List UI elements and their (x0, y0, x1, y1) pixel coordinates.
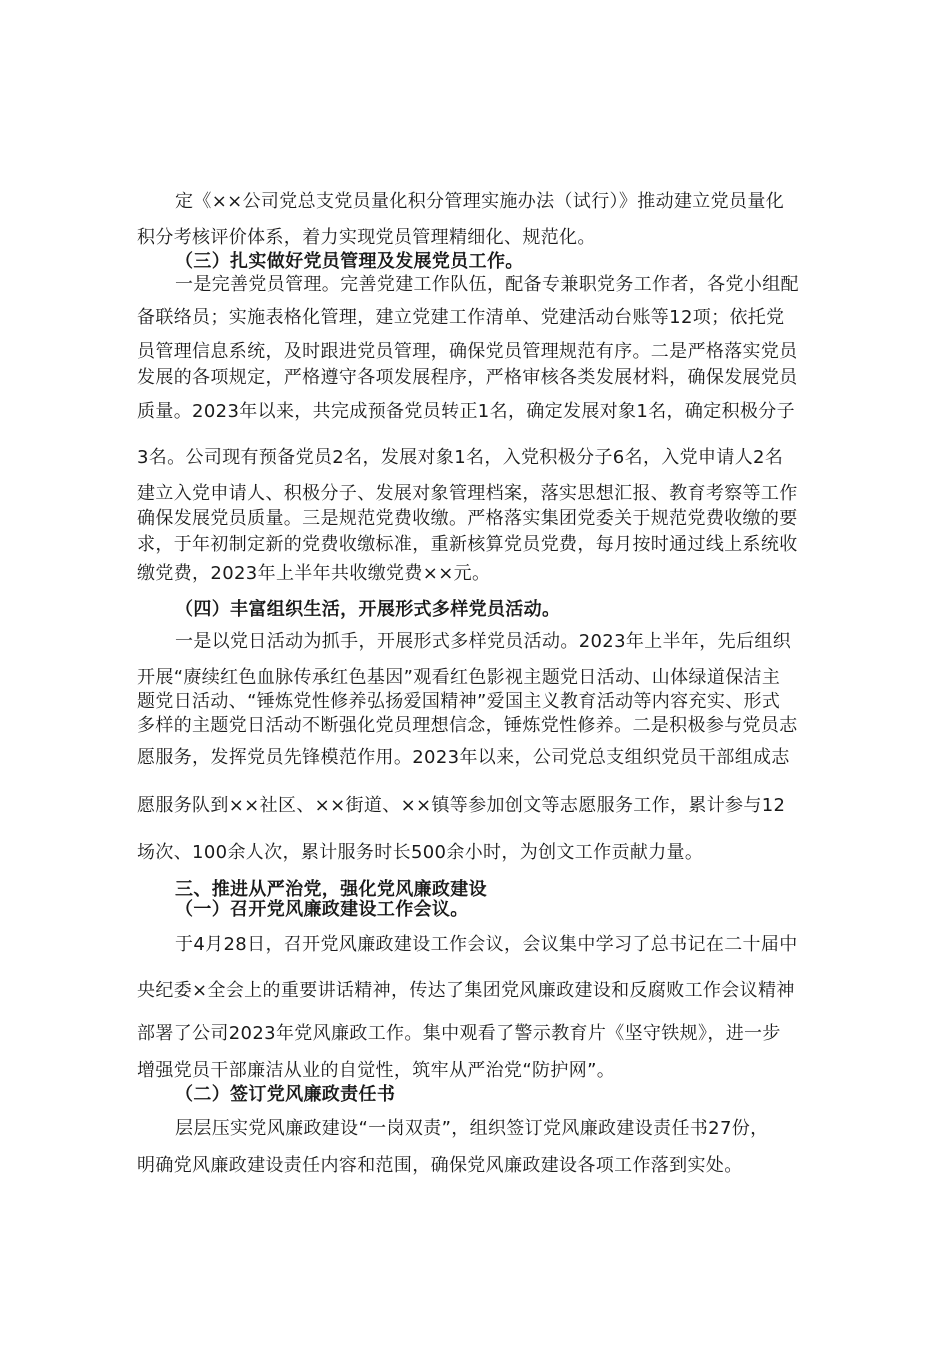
paragraph-line: 愿服务，发挥党员先锋模范作用。2023年以来，公司党总支组织党员干部组成志 (137, 747, 790, 768)
paragraph-line: 求，于年初制定新的党费收缴标准，重新核算党员党费，每月按时通过线上系统收 (137, 534, 798, 555)
paragraph-line: 愿服务队到××社区、××街道、××镇等参加创文等志愿服务工作，累计参与12 (137, 795, 786, 816)
paragraph-line: 发展的各项规定，严格遵守各项发展程序，严格审核各类发展材料，确保发展党员 (137, 367, 798, 388)
paragraph-line: 增强党员干部廉洁从业的自觉性，筑牢从严治党“防护网”。 (137, 1060, 616, 1081)
chapter-heading: 三、推进从严治党，强化党风廉政建设 (175, 879, 487, 900)
paragraph-line: 央纪委×全会上的重要讲话精神，传达了集团党风廉政建设和反腐败工作会议精神 (137, 980, 795, 1001)
paragraph-line: 题党日活动、“锤炼党性修养弘扬爱国精神”爱国主义教育活动等内容充实、形式 (137, 691, 781, 712)
paragraph-line: 备联络员；实施表格化管理，建立党建工作清单、党建活动台账等12项；依托党 (137, 307, 785, 328)
paragraph-line: 一是完善党员管理。完善党建工作队伍，配备专兼职党务工作者，各党小组配 (175, 274, 799, 295)
paragraph-line: 缴党费，2023年上半年共收缴党费××元。 (137, 563, 491, 584)
paragraph-line: 场次、100余人次，累计服务时长500余小时，为创文工作贡献力量。 (137, 842, 704, 863)
paragraph-line: 一是以党日活动为抓手，开展形式多样党员活动。2023年上半年，先后组织 (175, 631, 792, 652)
paragraph-line: 员管理信息系统，及时跟进党员管理，确保党员管理规范有序。二是严格落实党员 (137, 341, 798, 362)
paragraph-line: 部署了公司2023年党风廉政工作。集中观看了警示教育片《坚守铁规》，进一步 (137, 1023, 781, 1044)
paragraph-line: 明确党风廉政建设责任内容和范围，确保党风廉政建设各项工作落到实处。 (137, 1155, 743, 1176)
section-heading: （二）签订党风廉政责任书 (175, 1084, 396, 1105)
paragraph-line: 开展“赓续红色血脉传承红色基因”观看红色影视主题党日活动、山体绿道保洁主 (137, 667, 781, 688)
section-heading: （四）丰富组织生活，开展形式多样党员活动。 (175, 599, 561, 620)
paragraph-line: 层层压实党风廉政建设“一岗双责”，组织签订党风廉政建设责任书27份， (175, 1118, 769, 1139)
section-heading: （一）召开党风廉政建设工作会议。 (175, 899, 469, 920)
paragraph-line: 定《××公司党总支党员量化积分管理实施办法（试行）》推动建立党员量化 (175, 191, 785, 212)
paragraph-line: 建立入党申请人、积极分子、发展对象管理档案，落实思想汇报、教育考察等工作 (137, 483, 798, 504)
paragraph-line: 多样的主题党日活动不断强化党员理想信念，锤炼党性修养。二是积极参与党员志 (137, 715, 798, 736)
paragraph-line: 3名。公司现有预备党员2名，发展对象1名，入党积极分子6名，入党申请人2名 (137, 447, 784, 468)
paragraph-line: 于4月28日，召开党风廉政建设工作会议，会议集中学习了总书记在二十届中 (175, 934, 798, 955)
paragraph-line: 积分考核评价体系，着力实现党员管理精细化、规范化。 (137, 227, 596, 248)
section-heading: （三）扎实做好党员管理及发展党员工作。 (175, 251, 524, 272)
paragraph-line: 质量。2023年以来，共完成预备党员转正1名，确定发展对象1名，确定积极分子 (137, 401, 796, 422)
paragraph-line: 确保发展党员质量。三是规范党费收缴。严格落实集团党委关于规范党费收缴的要 (137, 508, 798, 529)
